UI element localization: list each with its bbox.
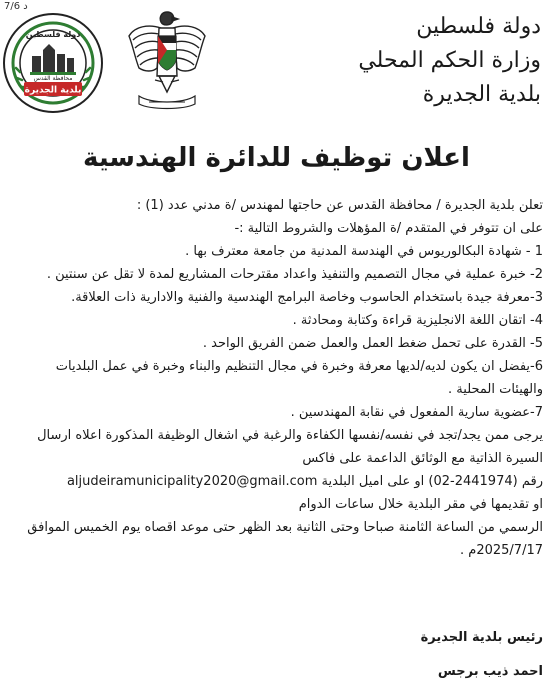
email-prefix: او على اميل البلدية — [321, 474, 425, 489]
issuer-block — [341, 10, 541, 112]
page-reference: 7/6 د — [4, 1, 28, 12]
condition-1: 1 - شهادة البكالوريوس في الهندسة المدنية من جامعة معترف بها . — [185, 244, 543, 259]
closing-contact-line — [8, 470, 543, 493]
seal-banner-text: بلدية الجديرة — [24, 85, 82, 96]
palestine-eagle-emblem — [125, 6, 209, 114]
signatory-title: رئيس بلدية الجديرة — [420, 630, 543, 645]
municipality-seal-logo — [2, 12, 104, 114]
signatory-name: احمد ذيب برجس — [437, 664, 543, 679]
issuer-municipality: بلدية الجديرة — [422, 82, 541, 107]
seal-top-text: دولة فلسطين — [25, 30, 81, 39]
condition-4: 4- اتقان اللغة الانجليزية قراءة وكتابة ومحادثة . — [292, 313, 543, 328]
seal-sub-text: محافظة القدس — [33, 75, 73, 82]
intro-line-2: على ان تتوفر في المتقدم /ة المؤهلات والشروط التالية :- — [234, 221, 543, 236]
condition-5: 5- القدرة على تحمل ضغط العمل والعمل ضمن الفريق الواحد . — [202, 336, 543, 351]
letterhead — [0, 4, 553, 122]
fax-number: (02-2441974) — [428, 474, 518, 489]
intro-line-1: تعلن بلدية الجديرة / محافظة القدس عن حاجتها لمهندس /ة مدني عدد (1) : — [136, 198, 543, 213]
condition-3: 3-معرفة جيدة باستخدام الحاسوب وخاصة البرامج الهندسية والفنية والادارية ذات العلاقة. — [71, 290, 543, 305]
issuer-state: دولة فلسطين — [416, 14, 541, 39]
closing-line-4: الرسمي من الساعة الثامنة صباحا وحتى الثانية بعد الظهر حتى موعد اقصاه يوم الخميس الموافق 2025/7/17م . — [27, 520, 543, 558]
condition-7: 7-عضوية سارية المفعول في نقابة المهندسين . — [290, 405, 543, 420]
condition-6: 6-يفضل ان يكون لديه/لديها معرفة وخبرة في مجال التنظيم والبناء وخبرة في عمل البلديات والهيئات المحلية . — [55, 359, 543, 397]
fax-prefix: رقم — [521, 474, 543, 489]
condition-2: 2- خبرة عملية في مجال التصميم والتنفيذ واعداد مقترحات المشاريع لمدة لا تقل عن سنتين . — [46, 267, 543, 282]
announcement-title: اعلان توظيف للدائرة الهندسية — [83, 143, 470, 173]
email-address: aljudeiramunicipality2020@gmail.com — [66, 474, 318, 489]
announcement-body — [8, 194, 543, 562]
closing-line-1: يرجى ممن يجد/تجد في نفسه/نفسها الكفاءة والرغبة في اشغال الوظيفة المذكورة اعلاه ارسال السيرة الذاتية مع الوثائق الداعمة على فاكس — [37, 428, 543, 466]
closing-line-3: او تقديمها في مقر البلدية خلال ساعات الدوام — [298, 497, 543, 512]
issuer-ministry: وزارة الحكم المحلي — [358, 48, 541, 73]
